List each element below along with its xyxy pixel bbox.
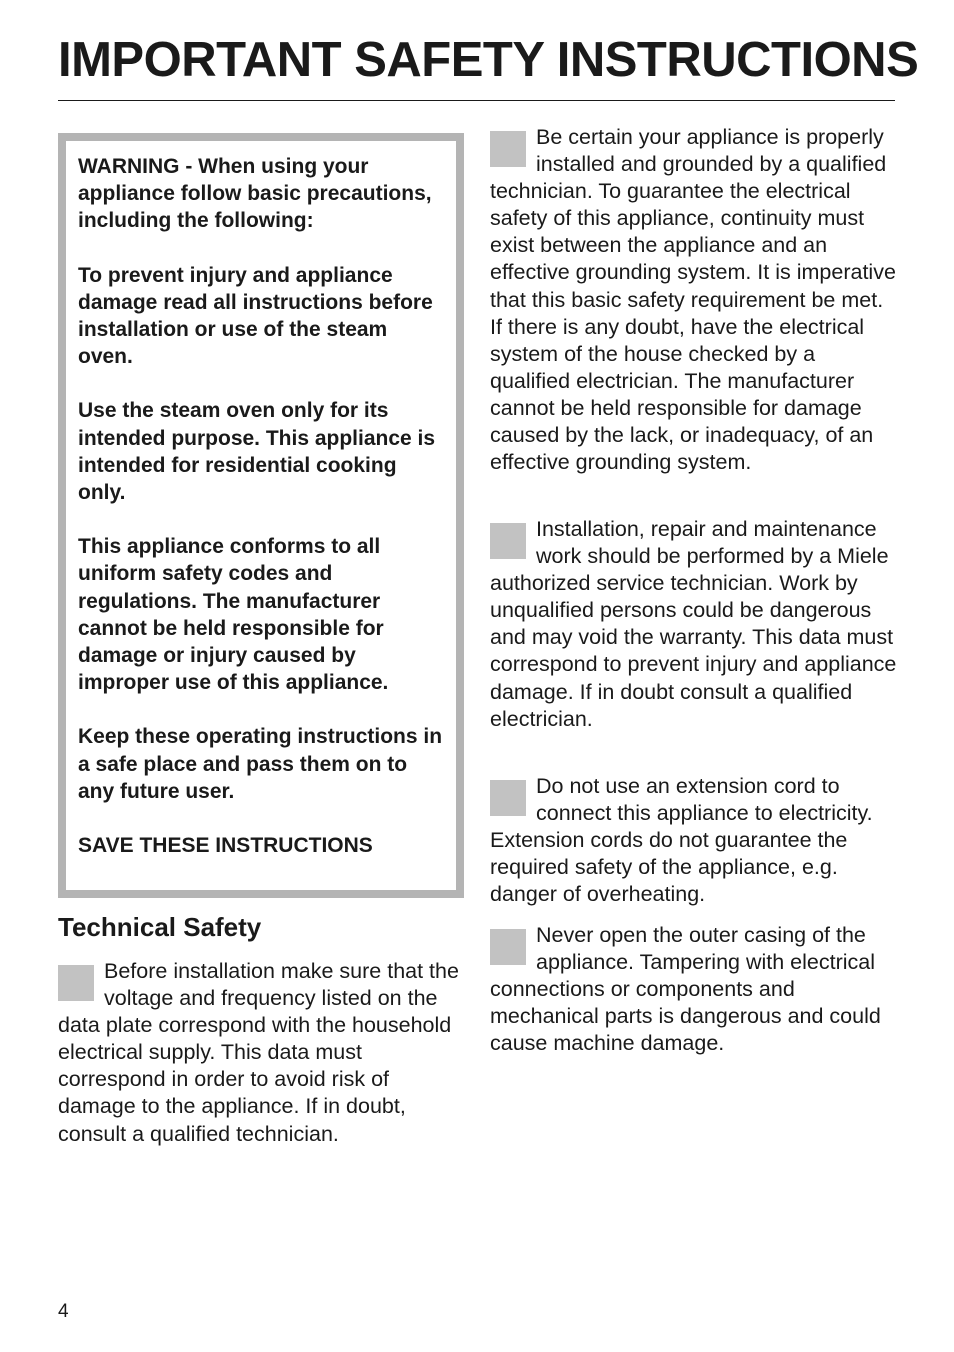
safety-item (490, 922, 900, 1057)
bullet-square-icon (490, 131, 526, 167)
bullet-square-icon (58, 965, 94, 1001)
warning-paragraph: To prevent injury and appliance damage read all instructions before installation or use of the steam oven. (78, 263, 433, 369)
save-instructions-notice: SAVE THESE INSTRUCTIONS (78, 834, 373, 858)
safety-item (58, 958, 468, 1148)
safety-item-text: Be certain your appliance is properly installed and grounded by a qualified technician. To guarantee the electrical safety of this appliance, continuity must exist between the appliance and an effective grounding system. It is imperative that this basic safety requirement be met. If there is any doubt, have the electrical system of the house checked by a qualified electrician. The manufacturer cannot be held responsible for damage caused by the lack, or inadequacy, of an effective grounding system. (490, 125, 896, 475)
page-title: IMPORTANT SAFETY INSTRUCTIONS (58, 33, 919, 87)
warning-paragraph: Use the steam oven only for its intended purpose. This appliance is intended for residential cooking only. (78, 399, 436, 505)
safety-item-text: Before installation make sure that the voltage and frequency listed on the data plate correspond with the household electrical supply. This data must correspond in order to avoid risk of damage to the appliance. If in doubt, consult a qualified technician. (58, 959, 459, 1146)
safety-item (490, 124, 900, 476)
safety-item (490, 773, 900, 908)
bullet-square-icon (490, 929, 526, 965)
title-divider (58, 100, 895, 101)
safety-item (490, 516, 900, 733)
warning-paragraph: Keep these operating instructions in a safe place and pass them on to any future user. (78, 725, 443, 803)
bullet-square-icon (490, 780, 526, 816)
warning-paragraph: WARNING - When using your appliance follow basic precautions, including the following: (78, 155, 432, 233)
safety-item-text: Do not use an extension cord to connect this appliance to electricity. Extension cords do not guarantee the required safety of the appliance, e.g. danger of overheating. (490, 774, 873, 907)
section-heading: Technical Safety (58, 912, 262, 942)
safety-item-text: Installation, repair and maintenance work should be performed by a Miele authorized service technician. Work by unqualified persons could be dangerous and may void the warranty. This data must correspond to prevent injury and appliance damage. If in doubt consult a qualified electrician. (490, 517, 897, 731)
warning-paragraph: This appliance conforms to all uniform safety codes and regulations. The manufacturer cannot be held responsible for damage or injury caused by improper use of this appliance. (78, 535, 389, 695)
bullet-square-icon (490, 523, 526, 559)
page-number: 4 (58, 1301, 69, 1322)
safety-item-text: Never open the outer casing of the appliance. Tampering with electrical connections or components and mechanical parts is dangerous and could cause machine damage. (490, 923, 881, 1056)
warning-box (58, 133, 464, 898)
